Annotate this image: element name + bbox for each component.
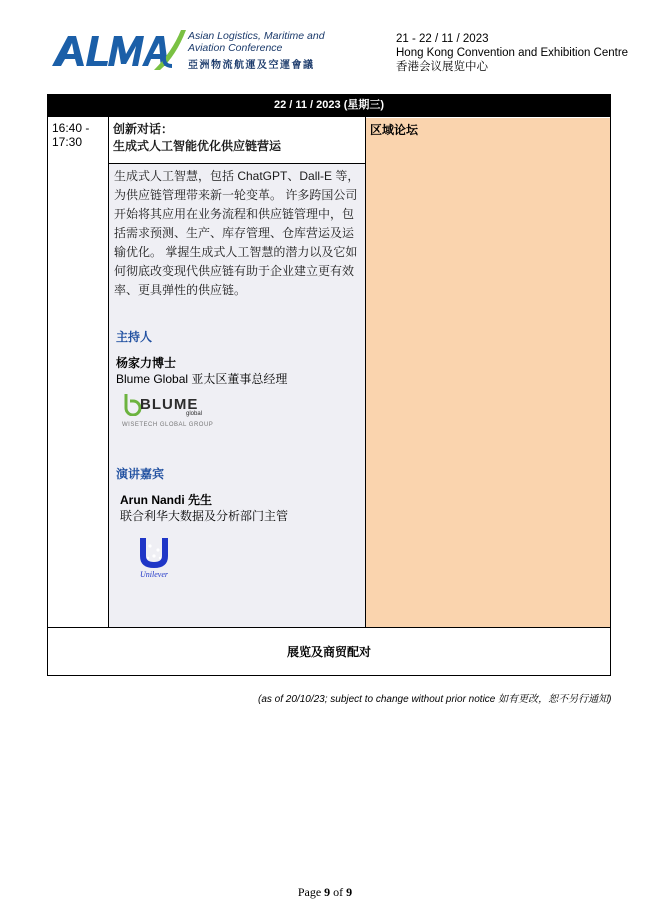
blume-logo-sub: global [186, 411, 203, 417]
disclaimer-note: (as of 20/10/23; subject to change without prior notice 如有更改，恕不另行通知) [258, 694, 612, 705]
speaker-label: 演讲嘉宾 [116, 467, 165, 481]
page-current: 9 [324, 885, 331, 899]
page-of: of [330, 885, 347, 899]
session-title [113, 121, 281, 155]
page-number [0, 885, 650, 900]
event-info [396, 32, 628, 74]
conference-name-en [188, 30, 325, 54]
forum-label: 区域论坛 [370, 123, 419, 137]
page-total: 9 [346, 885, 353, 899]
table-divider [108, 163, 366, 164]
speaker-role: 联合利华大数据及分析部门主管 [120, 509, 289, 523]
event-venue-en: Hong Kong Convention and Exhibition Centre [396, 47, 629, 59]
conference-name-cn: 亞洲物流航運及空運會議 [188, 60, 315, 71]
event-dates: 21 - 22 / 11 / 2023 [396, 33, 489, 45]
moderator-label: 主持人 [116, 330, 153, 344]
event-venue-cn: 香港会议展览中心 [396, 61, 488, 73]
table-divider [365, 117, 366, 628]
page-prefix: Page [297, 885, 325, 899]
session-description: 生成式人工智慧，包括 ChatGPT、Dall-E 等，为供应链管理带来新一轮变革。 许多跨国公司开始将其应用在业务流程和供应链管理中，包括需求预测、生产、库存管理、仓库营运及运输优化。 掌握生成式人工智慧的潜力以及它如何彻底改变现代供应链有助于企业建立更有效率、更具弹性的供应链。 [114, 169, 360, 297]
conference-name-line1: Asian Logistics, Maritime and [188, 30, 325, 42]
blume-logo-text: BLUME [140, 396, 199, 413]
speaker-name: Arun Nandi 先生 [120, 493, 212, 507]
exhibition-matching-row: 展览及商贸配对 [286, 645, 371, 659]
unilever-logo [134, 536, 174, 582]
almac-logo-graphic [48, 26, 188, 76]
session-title-line2: 生成式人工智能优化供应链营运 [113, 139, 282, 153]
session-title-line1: 创新对话： [113, 122, 174, 136]
date-heading: 22 / 11 / 2023 (星期三) [47, 94, 611, 117]
conference-name-line2: Aviation Conference [188, 42, 283, 54]
unilever-u-icon [134, 536, 174, 570]
unilever-logo-text: Unilever [140, 570, 168, 579]
session-time: 16:40 - 17:30 [52, 121, 90, 149]
blume-logo-group: WISETECH GLOBAL GROUP [122, 422, 214, 428]
table-divider [108, 117, 109, 628]
moderator-name: 杨家力博士 [116, 356, 177, 370]
blume-logo [120, 390, 220, 432]
moderator-role: Blume Global 亚太区董事总经理 [116, 372, 288, 386]
